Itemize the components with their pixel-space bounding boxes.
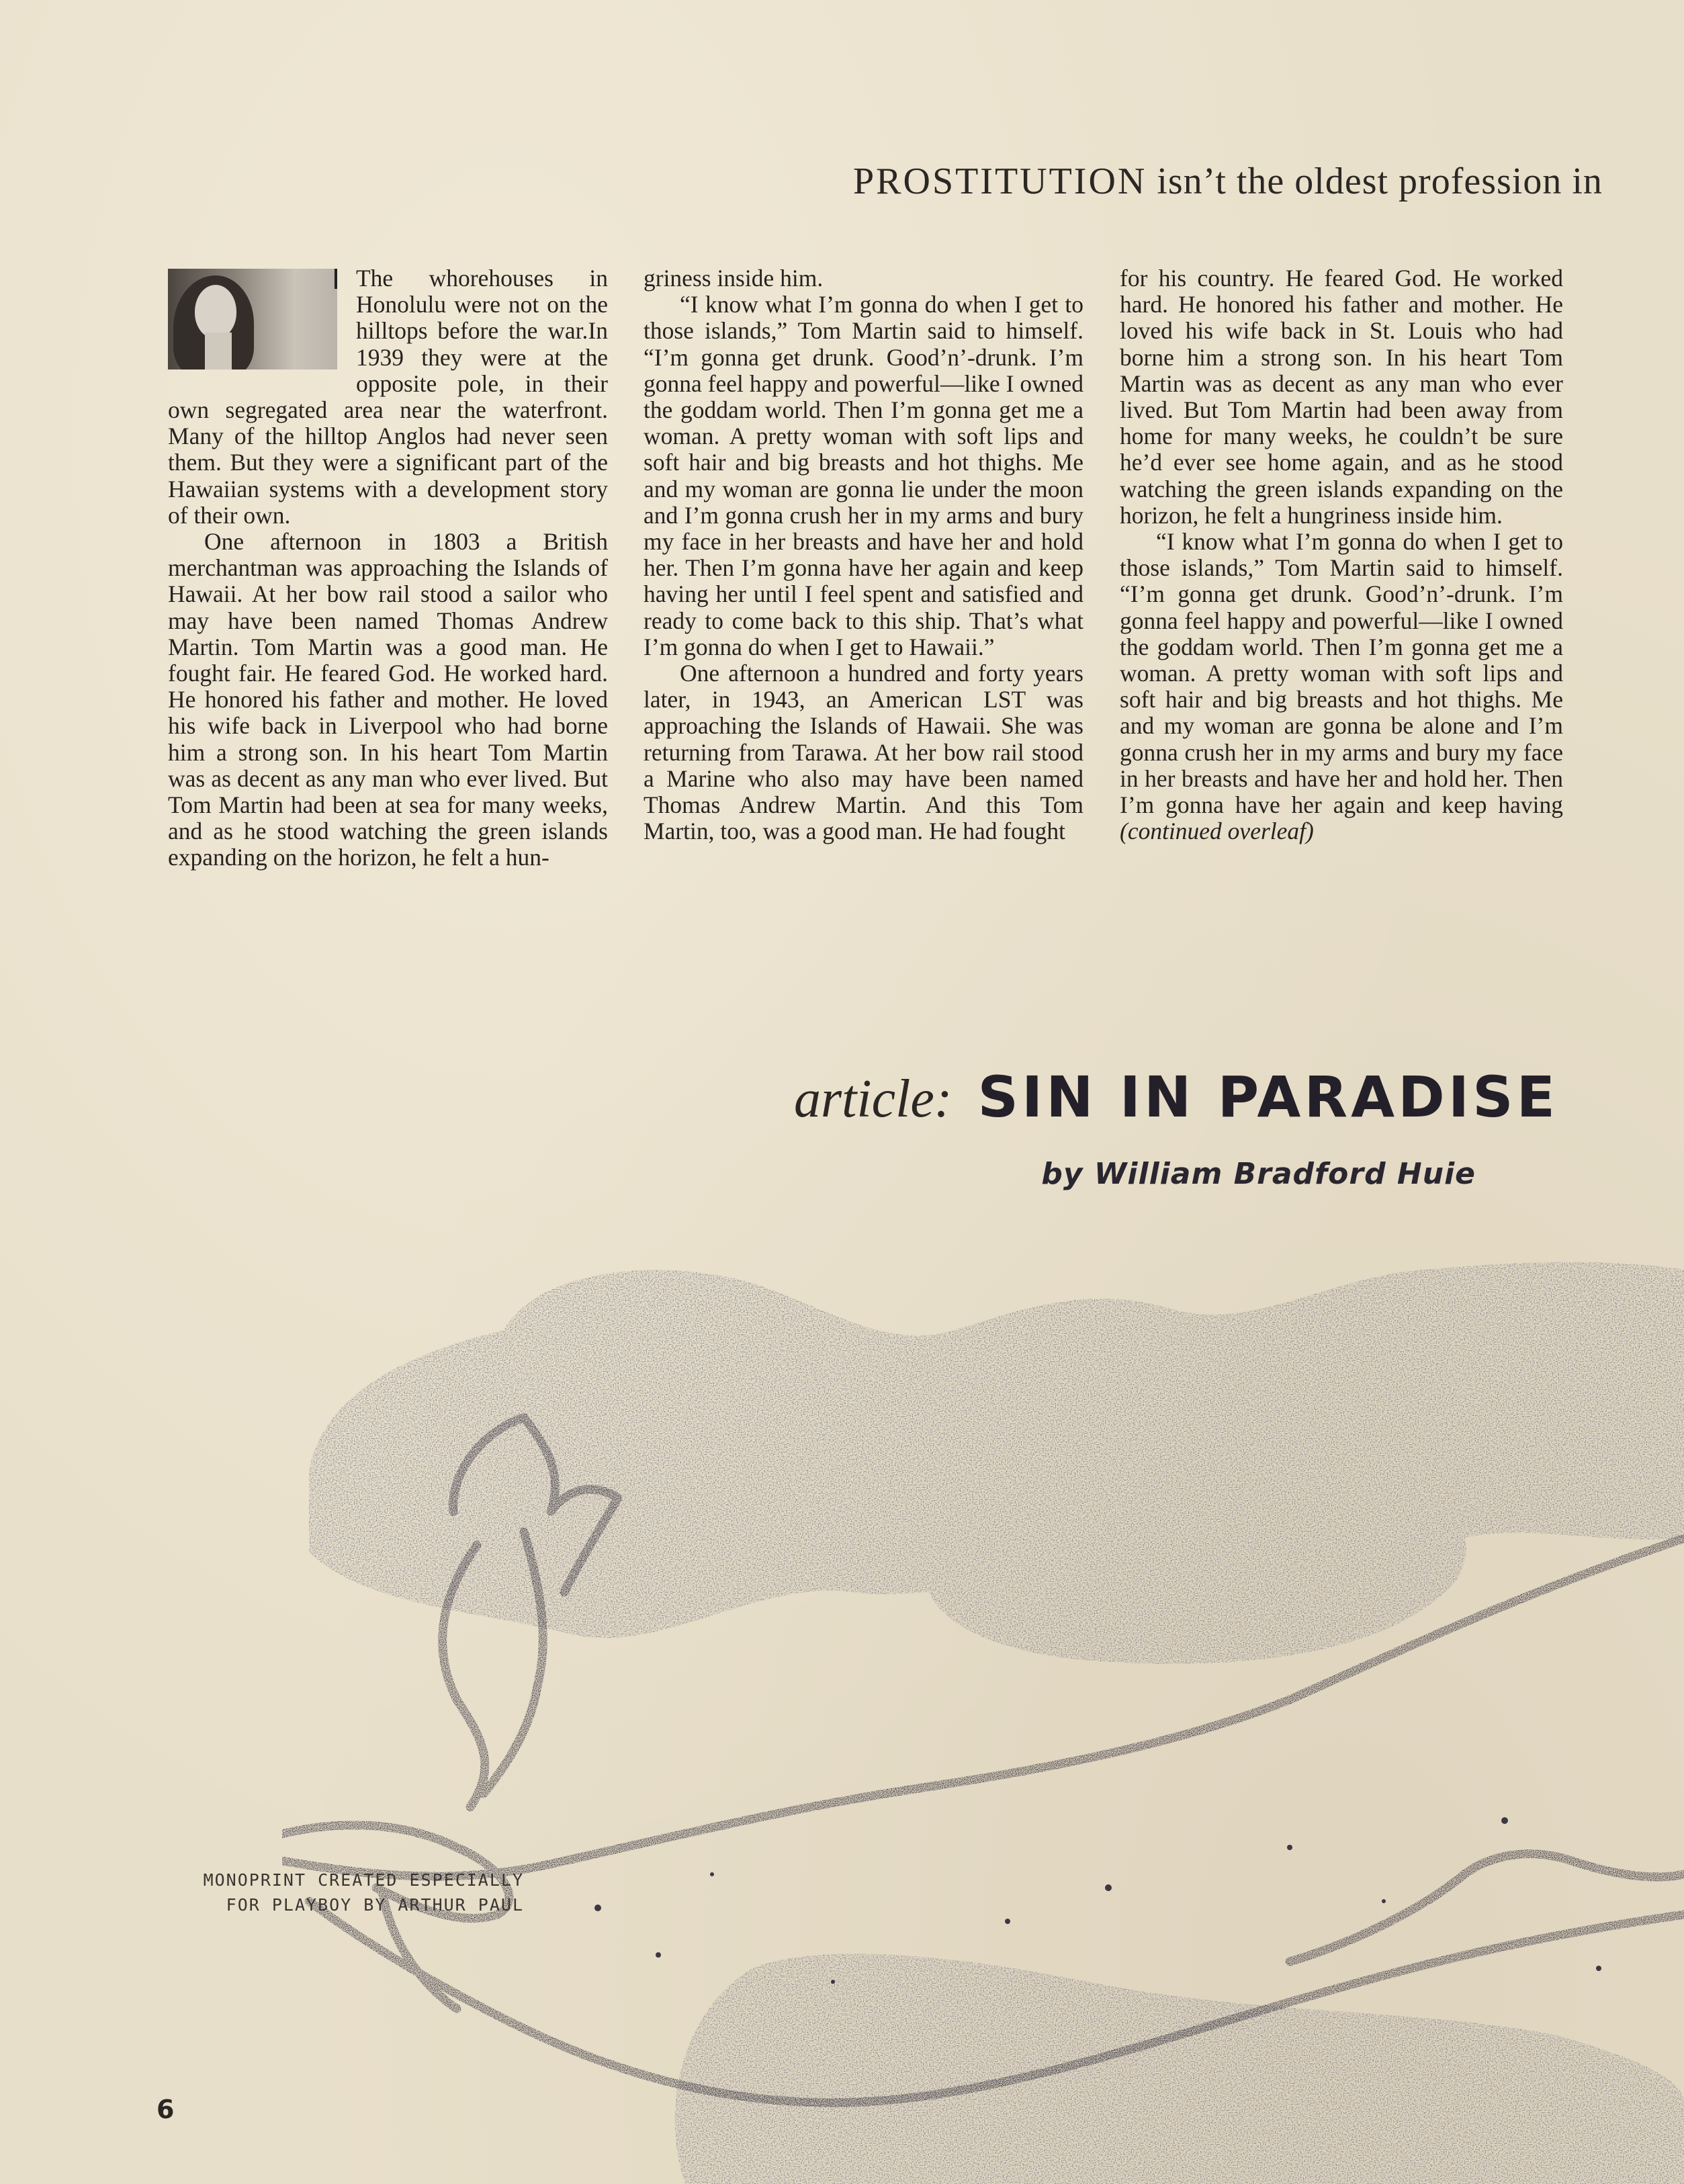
continued-note: (continued overleaf) (1120, 818, 1314, 845)
byline: by William Bradford Huie (1041, 1157, 1476, 1191)
paragraph: The whorehouses in Honolulu were not on the hilltops before the war.In 1939 they were at the opposite pole, in their own segregated area near the waterfront. Many of the hilltop Anglos had never seen them. But they were a significant part of the Hawaiian systems with a development story of their own. (168, 265, 608, 529)
headline-rest: isn’t the oldest profession in (1157, 161, 1603, 202)
article-kicker: article: (794, 1069, 952, 1129)
paragraph-text: “I know what I’m gonna do when I get to those islands,” Tom Martin said to himself. “I’m gonna get drunk. Good’n’-drunk. I’m gonna feel happy and powerful—like I owned the goddam world. Then I’m gonna get me a woman. A pretty woman with soft lips and soft hair and big breasts and hot thighs. Me and my woman are gonna be alone and I’m gonna crush her in my arms and bury my face in her breasts and have her and hold her. Then I’m gonna have her again and keep having (1120, 528, 1563, 819)
page-number: 6 (157, 2095, 175, 2124)
paragraph: “I know what I’m gonna do when I get to those islands,” Tom Martin said to himself. “I’m gonna get drunk. Good’n’-drunk. I’m gonna feel happy and powerful—like I owned the goddam world. Then I’m gonna get me a woman. A pretty woman with soft lips and soft hair and big breasts and hot thighs. Me and my woman are gonna lie under the moon and I’m gonna crush her in my arms and bury my face in her breasts and have her and hold her. Then I’m gonna have her again and keep having her until I feel spent and satisfied and ready to come back to this ship. That’s what I’m gonna do when I get to Hawaii.” (644, 291, 1083, 660)
running-headline (853, 155, 1684, 208)
article-headline: SIN IN PARADISE (977, 1064, 1558, 1130)
paragraph: griness inside him. (644, 265, 824, 292)
paragraph: for his country. He feared God. He worked hard. He honored his father and mother. He loved his wife back in St. Louis who had borne him a strong son. In his heart Tom Martin was as decent as any man who ever lived. But Tom Martin had been away from home for many weeks, he couldn’t be sure he’d ever see home again, and as he stood watching the green islands expanding on the horizon, he felt a hungriness inside him. (1120, 265, 1563, 529)
text-column-1 (168, 265, 608, 871)
article-title (739, 1060, 1558, 1150)
headline-caps: PROSTITUTION (853, 161, 1147, 202)
text-column-2 (644, 265, 1083, 844)
monoprint-illustration (282, 1229, 1684, 2184)
art-credit (134, 1868, 524, 1917)
art-credit-line-2: FOR PLAYBOY BY ARTHUR PAUL (226, 1895, 524, 1915)
paragraph: One afternoon in 1803 a British merchantman was approaching the Islands of Hawaii. At her bow rail stood a sailor who may have been named Thomas Andrew Martin. Tom Martin was a good man. He fought fair. He feared God. He worked hard. He honored his father and mother. He loved his wife back in Liverpool who had borne him a strong son. In his heart Tom Martin was as decent as any man who ever lived. But Tom Martin had been at sea for many weeks, and as he stood watching the green islands expanding on the horizon, he felt a hun- (168, 528, 608, 871)
paragraph (1120, 529, 1563, 844)
author-photo (168, 269, 337, 369)
text-column-3 (1120, 265, 1563, 844)
art-credit-line-1: MONOPRINT CREATED ESPECIALLY (203, 1870, 524, 1890)
paragraph: One afternoon a hundred and forty years later, in 1943, an American LST was approaching the Islands of Hawaii. She was returning from Tarawa. At her bow rail stood a Marine who also may have been named Thomas Andrew Martin. And this Tom Martin, too, was a good man. He had fought (644, 660, 1083, 845)
